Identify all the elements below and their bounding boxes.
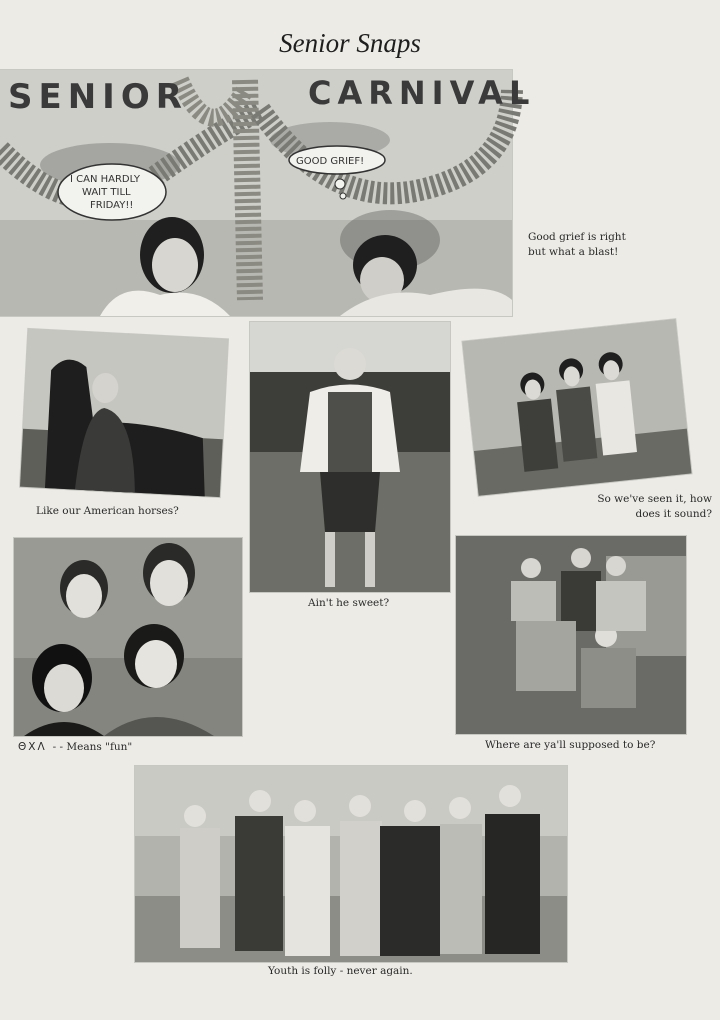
photo-boys [456, 536, 686, 734]
photo-four-girls [14, 538, 242, 736]
caption-sound-line2: does it sound? [635, 508, 712, 520]
page-title: Senior Snaps [279, 28, 421, 58]
bubble-right-text: GOOD GRIEF! [296, 156, 365, 167]
caption-carnival-line2: but what a blast! [528, 246, 619, 258]
caption-sound-line1: So we've seen it, how [597, 493, 712, 505]
caption-youth: Youth is folly - never again. [268, 965, 413, 977]
caption-fun-text: - - Means "fun" [52, 741, 133, 753]
caption-carnival [528, 230, 708, 260]
bubble-left-line1: I CAN HARDLY [70, 174, 140, 185]
caption-sound [572, 492, 712, 522]
photo-senior-carnival [0, 70, 536, 316]
caption-fun-letters: ΘΧΛ [18, 741, 47, 753]
photo-boy [250, 322, 450, 592]
photo-girls-line [135, 766, 567, 962]
caption-horses: Like our American horses? [36, 505, 179, 517]
photo-guitar-group [462, 319, 691, 496]
banner-senior-text: SENIOR [8, 77, 188, 117]
bubble-left-line2: WAIT TILL [82, 187, 131, 198]
caption-sweet: Ain't he sweet? [308, 597, 390, 609]
bubble-left-line3: FRIDAY!! [90, 200, 134, 211]
banner-carnival-text: CARNIVAL [308, 74, 536, 112]
photo-horse [20, 329, 228, 497]
caption-carnival-line1: Good grief is right [528, 231, 626, 243]
caption-where: Where are ya'll supposed to be? [485, 739, 656, 751]
caption-fun [18, 740, 132, 755]
